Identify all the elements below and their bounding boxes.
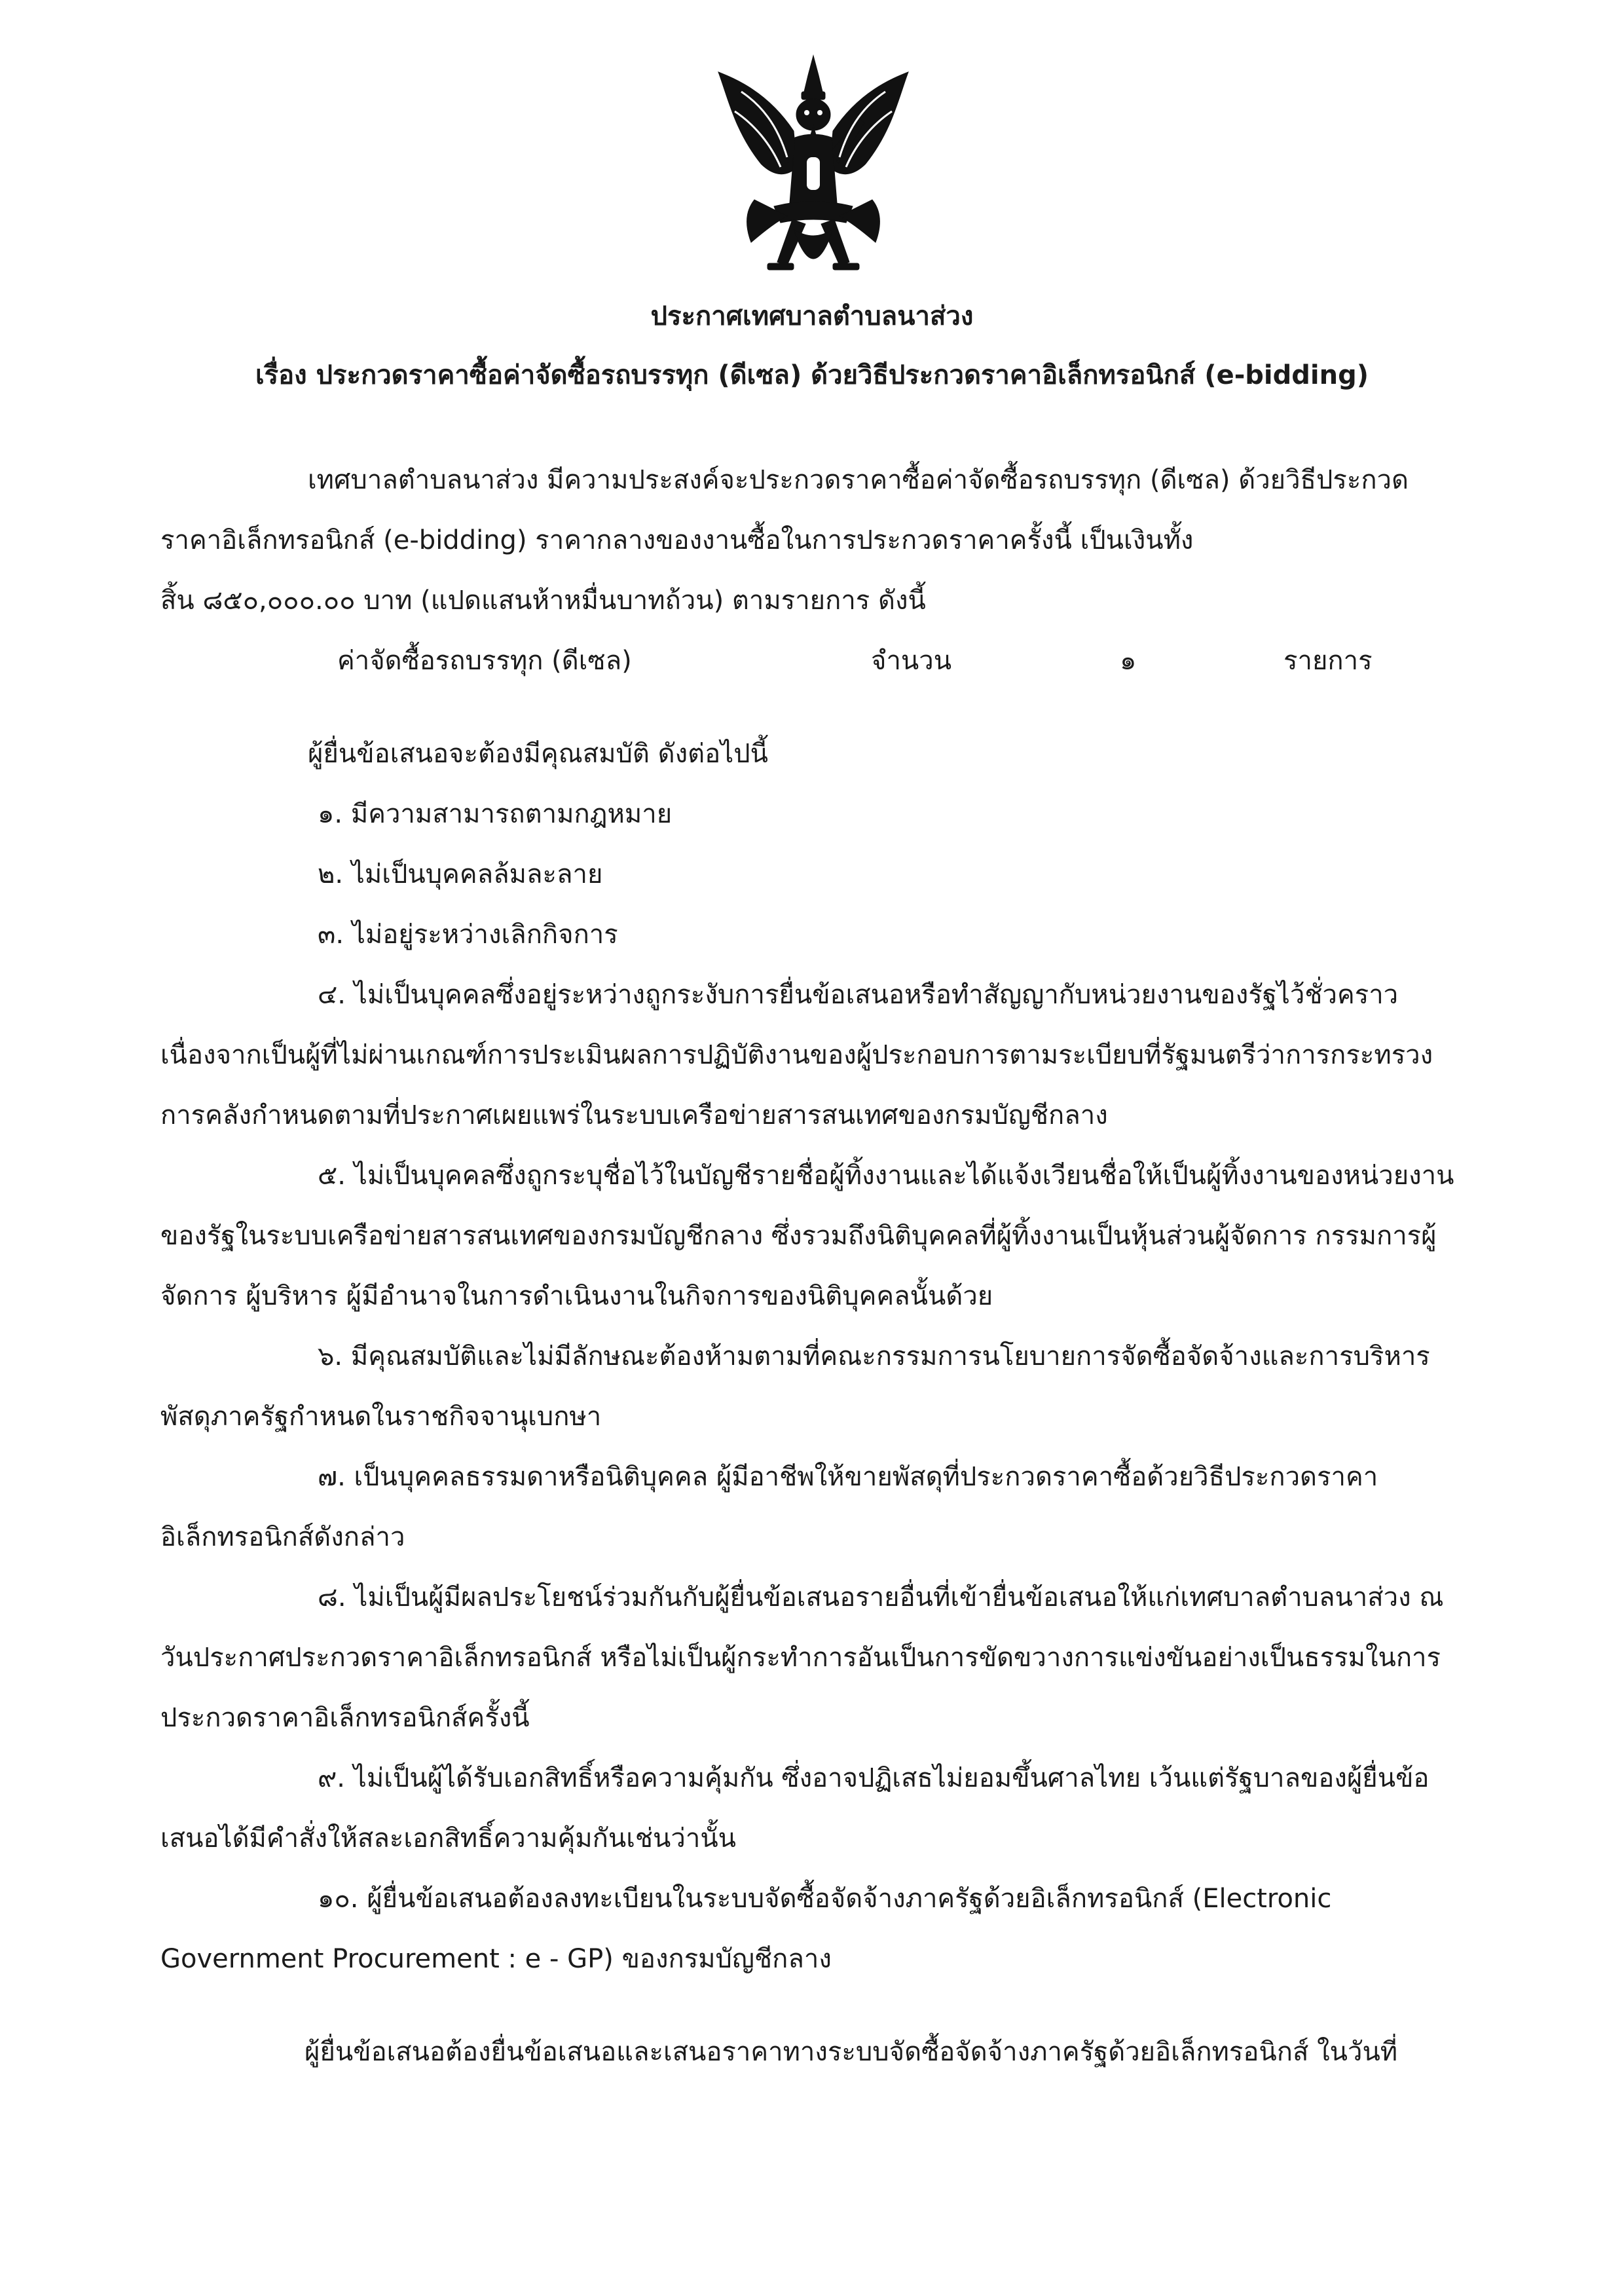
qualification-1: ๑. มีความสามารถตามกฎหมาย	[318, 799, 673, 829]
garuda-emblem	[715, 52, 912, 288]
qualifications-heading: ผู้ยื่นข้อเสนอจะต้องมีคุณสมบัติ ดังต่อไปนี้	[308, 739, 768, 769]
closing-paragraph: ผู้ยื่นข้อเสนอต้องยื่นข้อเสนอและเสนอราคาทางระบบจัดซื้อจัดจ้างภาครัฐด้วยอิเล็กทรอนิกส์ ในวันที่	[304, 2037, 1398, 2067]
qualification-9-line-1: ๙. ไม่เป็นผู้ได้รับเอกสิทธิ์หรือความคุ้มกัน ซึ่งอาจปฏิเสธไม่ยอมขึ้นศาลไทย เว้นแต่รัฐบาลของผู้ยื่นข้อ	[318, 1763, 1430, 1793]
qualification-9-line-2: เสนอได้มีคำสั่งให้สละเอกสิทธิ์ความคุ้มกันเช่นว่านั้น	[160, 1823, 737, 1854]
announcement-title: ประกาศเทศบาลตำบลนาส่วง	[650, 301, 974, 331]
qualification-6-line-2: พัสดุภาครัฐกำหนดในราชกิจจานุเบกษา	[160, 1402, 602, 1432]
qualification-4-line-1: ๔. ไม่เป็นบุคคลซึ่งอยู่ระหว่างถูกระงับการยื่นข้อเสนอหรือทำสัญญากับหน่วยงานของรัฐไว้ชั่วคราว	[318, 980, 1399, 1010]
item-unit: รายการ	[1283, 646, 1373, 676]
item-name: ค่าจัดซื้อรถบรรทุก (ดีเซล)	[337, 646, 632, 676]
intro-line-1: เทศบาลตำบลนาส่วง มีความประสงค์จะประกวดราคาซื้อค่าจัดซื้อรถบรรทุก (ดีเซล) ด้วยวิธีประกวด	[308, 465, 1409, 495]
qualification-4-line-3: การคลังกำหนดตามที่ประกาศเผยแพร่ในระบบเครือข่ายสารสนเทศของกรมบัญชีกลาง	[160, 1100, 1108, 1130]
qualification-4-line-2: เนื่องจากเป็นผู้ที่ไม่ผ่านเกณฑ์การประเมินผลการปฏิบัติงานของผู้ประกอบการตามระเบียบที่รัฐมนตรีว่าการกระทรวง	[160, 1040, 1433, 1070]
qualification-2: ๒. ไม่เป็นบุคคลล้มละลาย	[318, 859, 603, 889]
qualification-3: ๓. ไม่อยู่ระหว่างเลิกกิจการ	[318, 920, 618, 950]
qualification-8-line-3: ประกวดราคาอิเล็กทรอนิกส์ครั้งนี้	[160, 1703, 530, 1733]
qualification-8-line-1: ๘. ไม่เป็นผู้มีผลประโยชน์ร่วมกันกับผู้ยื่นข้อเสนอรายอื่นที่เข้ายื่นข้อเสนอให้แก่เทศบาลตำบลนาส่วง ณ	[318, 1582, 1444, 1613]
qualification-5-line-3: จัดการ ผู้บริหาร ผู้มีอำนาจในการดำเนินงานในกิจการของนิติบุคคลนั้นด้วย	[160, 1281, 993, 1311]
qualification-7-line-1: ๗. เป็นบุคคลธรรมดาหรือนิติบุคคล ผู้มีอาชีพให้ขายพัสดุที่ประกวดราคาซื้อด้วยวิธีประกวดราคา	[318, 1462, 1378, 1492]
qualification-10-line-2: Government Procurement : e - GP) ของกรมบัญชีกลาง	[160, 1944, 832, 1974]
item-qty-label: จำนวน	[871, 646, 952, 676]
announcement-subject: เรื่อง ประกวดราคาซื้อค่าจัดซื้อรถบรรทุก (ดีเซล) ด้วยวิธีประกวดราคาอิเล็กทรอนิกส์ (e-bidding)	[255, 360, 1369, 390]
qualification-6-line-1: ๖. มีคุณสมบัติและไม่มีลักษณะต้องห้ามตามที่คณะกรรมการนโยบายการจัดซื้อจัดจ้างและการบริหาร	[318, 1341, 1430, 1371]
item-qty: ๑	[1120, 646, 1137, 676]
qualification-10-line-1: ๑๐. ผู้ยื่นข้อเสนอต้องลงทะเบียนในระบบจัดซื้อจัดจ้างภาครัฐด้วยอิเล็กทรอนิกส์ (Electronic	[318, 1884, 1332, 1914]
qualification-7-line-2: อิเล็กทรอนิกส์ดังกล่าว	[160, 1522, 405, 1552]
intro-line-3: สิ้น ๘๕๐,๐๐๐.๐๐ บาท (แปดแสนห้าหมื่นบาทถ้วน) ตามรายการ ดังนี้	[160, 586, 926, 616]
qualification-5-line-1: ๕. ไม่เป็นบุคคลซึ่งถูกระบุชื่อไว้ในบัญชีรายชื่อผู้ทิ้งงานและได้แจ้งเวียนชื่อให้เป็นผู้ทิ้งงานของหน่วยงาน	[318, 1161, 1454, 1191]
qualification-8-line-2: วันประกาศประกวดราคาอิเล็กทรอนิกส์ หรือไม่เป็นผู้กระทำการอันเป็นการขัดขวางการแข่งขันอย่างเป็นธรรมในการ	[160, 1643, 1441, 1673]
intro-line-2: ราคาอิเล็กทรอนิกส์ (e-bidding) ราคากลางของงานซื้อในการประกวดราคาครั้งนี้ เป็นเงินทั้ง	[160, 525, 1194, 555]
qualification-5-line-2: ของรัฐในระบบเครือข่ายสารสนเทศของกรมบัญชีกลาง ซึ่งรวมถึงนิติบุคคลที่ผู้ทิ้งงานเป็นหุ้นส่วนผู้จัดการ กรรมการผู้	[160, 1221, 1437, 1251]
